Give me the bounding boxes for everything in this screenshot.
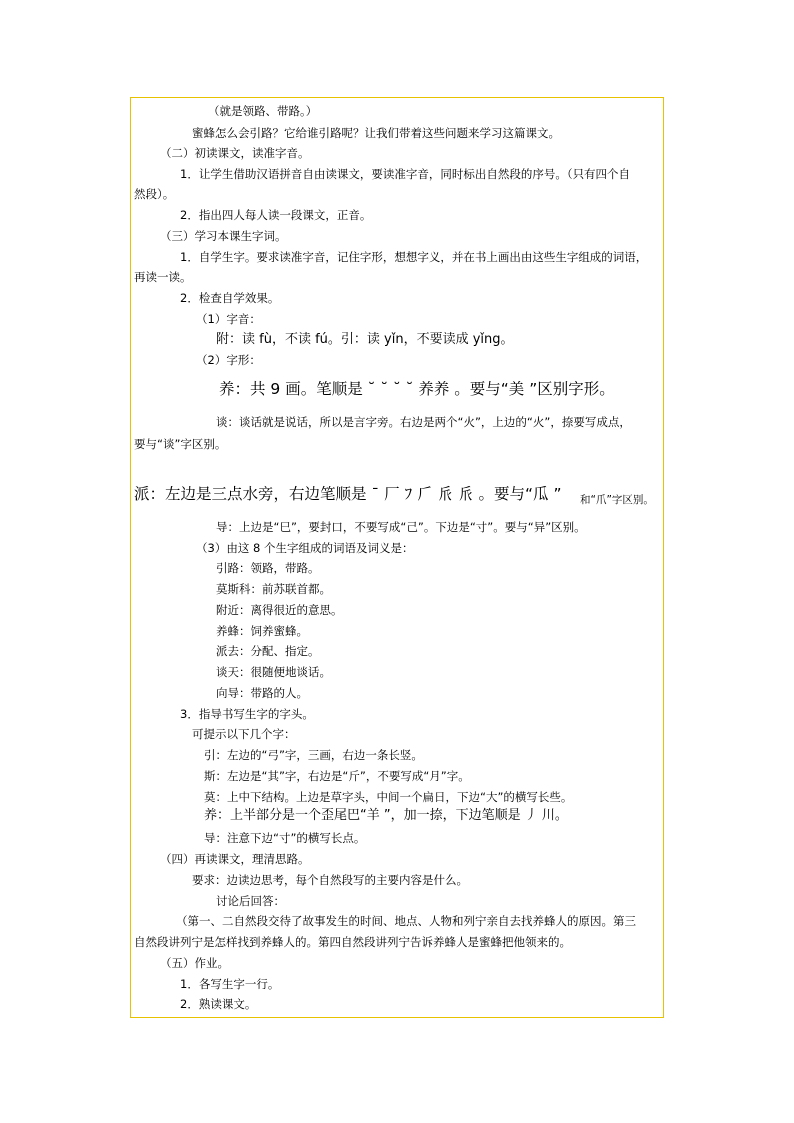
sub-heading-pronunciation: （1）字音： <box>196 312 261 326</box>
hint-mo: 莫：上中下结构。上边是草字头，中间一个扁日，下边“大”的横写长些。 <box>204 790 573 804</box>
hint-yang: 养：上半部分是一个歪尾巴“羊 ”，加一捺，下边笔顺是 丿 川。 <box>204 808 568 823</box>
step-3-1-line1: 1．自学生字。要求读准字音，记住字形，想想字义，并在书上画出由这些生字组成的词语， <box>180 250 648 264</box>
hint-intro: 可提示以下几个字： <box>192 727 296 741</box>
discussion-label: 讨论后回答： <box>216 894 285 908</box>
word-item: 引路：领路，带路。 <box>216 561 320 575</box>
word-item: 派去：分配、指定。 <box>216 644 320 658</box>
step-3-3: 3．指导书写生字的字头。 <box>180 707 314 721</box>
pronunciation-note: 附：读 fù，不读 fú。引：读 yǐn，不要读成 yǐng。 <box>216 332 514 347</box>
char-yang-stroke-order: 养：共 9 画。笔顺是 ˘ ˘ ˘ ˘ 养养 。要与“美 ”区别字形。 <box>219 380 615 398</box>
section-heading-2: （二）初读课文，读准字音。 <box>160 146 310 160</box>
word-item: 养蜂：饲养蜜蜂。 <box>216 624 308 638</box>
homework-2: 2．熟读课文。 <box>180 997 257 1011</box>
char-tan-line1: 谈：谈话就是说话，所以是言字旁。右边是两个“火”，上边的“火”，捺要写成点， <box>216 415 631 429</box>
char-tan-line2: 要与“谈”字区别。 <box>134 437 227 451</box>
homework-1: 1．各写生字一行。 <box>180 977 280 991</box>
section-heading-3: （三）学习本课生字词。 <box>160 229 287 243</box>
word-item: 谈天：很随便地谈话。 <box>216 665 331 679</box>
discussion-answer-line1: （第一、二自然段交待了故事发生的时间、地点、人物和列宁亲自去找养蜂人的原因。第三 <box>176 914 636 928</box>
hint-si: 斯：左边是“其”字，右边是“斤”，不要写成“月”字。 <box>204 769 470 783</box>
char-dao-shape: 导：上边是“巳”，要封口，不要写成“己”。下边是“寸”。要与“异”区别。 <box>216 520 586 534</box>
step-3-2: 2．检查自学效果。 <box>180 291 280 305</box>
step-2-2: 2．指出四人每人读一段课文，正音。 <box>180 208 372 222</box>
discussion-answer-line2: 自然段讲列宁是怎样找到养蜂人的。第四自然段讲列宁告诉养蜂人是蜜蜂把他领来的。 <box>134 935 571 949</box>
section-heading-5: （五）作业。 <box>160 956 229 970</box>
line-answer-note: （就是领路、带路。） <box>208 104 318 118</box>
step-3-1-line2: 再读一读。 <box>134 270 192 284</box>
requirement: 要求：边读边思考，每个自然段写的主要内容是什么。 <box>192 873 468 887</box>
line-intro-question: 蜜蜂怎么会引路？它给谁引路呢？让我们带着这些问题来学习这篇课文。 <box>192 126 560 140</box>
word-item: 莫斯科：前苏联首都。 <box>216 582 331 596</box>
hint-yin: 引：左边的“弓”字，三画，右边一条长竖。 <box>204 748 423 762</box>
word-item: 向导：带路的人。 <box>216 686 308 700</box>
word-item: 附近：离得很近的意思。 <box>216 603 343 617</box>
step-2-1-line2: 然段）。 <box>134 187 175 201</box>
sub-heading-words: （3）由这 8 个生字组成的词语及词义是： <box>196 541 414 555</box>
step-2-1-line1: 1．让学生借助汉语拼音自由读课文，要读准字音，同时标出自然段的序号。（只有四个自 <box>180 167 631 181</box>
char-pai-compare: 和“爪”字区别。 <box>580 494 654 506</box>
section-heading-4: （四）再读课文，理清思路。 <box>160 852 310 866</box>
char-pai-stroke-order: 派：左边是三点水旁，右边笔顺是 ˉ 厂 ﾌ 𠂆 𠂢 𠂢 。要与“瓜 ” <box>134 485 562 503</box>
sub-heading-shape: （2）字形： <box>196 353 261 367</box>
hint-dao: 导：注意下边“寸”的横写长点。 <box>204 831 366 845</box>
